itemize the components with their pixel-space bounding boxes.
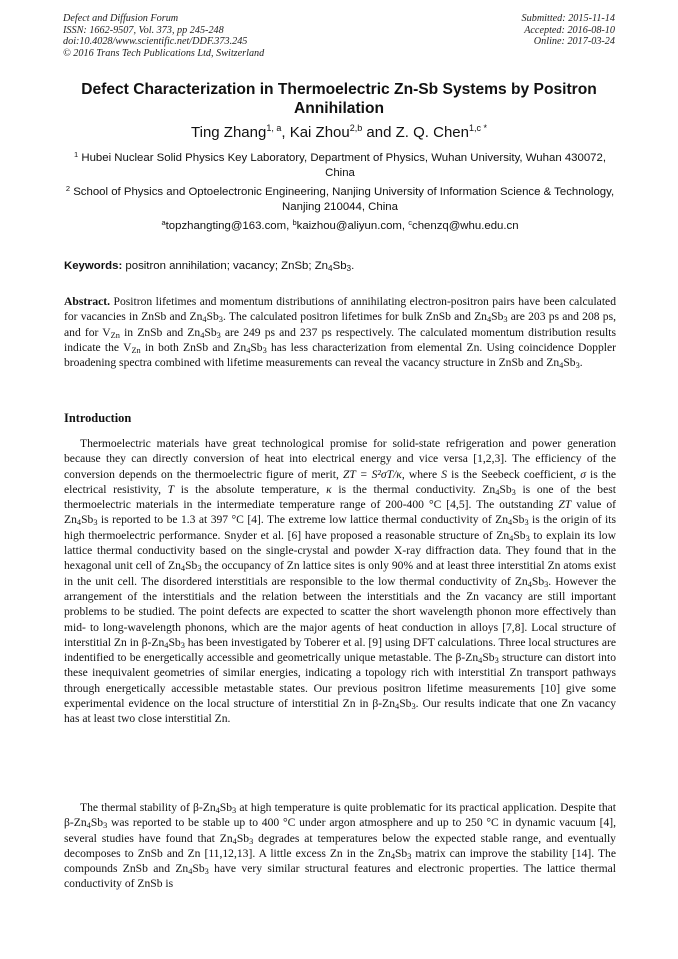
email-marker: a <box>161 218 166 227</box>
email-link[interactable]: topzhangting@163.com <box>165 220 287 232</box>
affiliation-marker: 1 <box>74 150 79 159</box>
intro-paragraph-2: The thermal stability of $\beta-Zn_4Sb_3$ at high temperature is quite problematic for its practical application. Despite that $\beta-Zn_4Sb_3$ was reported to be stable up to 400 °C under argon atmosphere and up to 250 °C in dynamic vacuum [4], several studies have found that $Zn_4Sb_3$ degrades at temperatures below the expected stable range, and eventually decomposes to ZnSb and Zn [11,12,13]. A little excess Zn in the $Zn_4Sb_3$ matrix can improve the stability [14]. The compounds ZnSb and $Zn_4Sb_3$ have very similar structural features and electronic properties. The lattice thermal conductivity of ZnSb is <box>64 801 616 891</box>
author-separator: and <box>362 124 396 141</box>
doi-line: doi:10.4028/www.scientific.net/DDF.373.245 <box>63 36 248 48</box>
author-name: Ting Zhang <box>191 124 267 141</box>
keywords-text: positron annihilation; vacancy; ZnSb; Zn <box>125 260 329 272</box>
email-list: $^a$topzhangting@163.com, $^b$kaizhou@aliyun.com, $^c$chenzq@whu.edu.cn <box>161 218 519 232</box>
abstract: Abstract. Positron lifetimes and momentum distributions of annihilating electron-positron pairs have been calculated for vacancies in ZnSb and $Zn_4Sb_3$. The calculated positron lifetimes for bulk ZnSb and $Zn_4Sb_3$ are 203 ps and 208 ps, and for $V_{Zn}$ in ZnSb and $Zn_4Sb_3$ are 249 ps and 237 ps respectively. The calculated momentum distribution results indicate the $V_{Zn}$ in both ZnSb and $Zn_4Sb_3$ has less characterization from elemental Zn. Using coincidence Doppler broadening spectra combined with lifetime measurements can reveal the vacancy structure in ZnSb and $Zn_4Sb_3$. <box>64 295 617 371</box>
online-date: Online: 2017-03-24 <box>533 36 615 48</box>
paper-title: Defect Characterization in Thermoelectric Zn-Sb Systems by Positron Annihilation <box>81 81 597 117</box>
email-marker: c <box>408 218 412 227</box>
submitted-date: Submitted: 2015-11-14 <box>521 13 615 24</box>
author-separator: , <box>281 124 290 141</box>
issn-line: ISSN: 1662-9507, Vol. 373, pp 245-248 <box>63 24 224 36</box>
email-marker: b <box>292 218 297 227</box>
author-superscript: 1,c * <box>468 123 487 133</box>
intro-paragraph-1: Thermoelectric materials have great technological promise for solid-state refrigeration and power generation because they can directly conversion of heat into electrical energy and vice versa [1,2,3]. The efficiency of the conversion depends on the thermoelectric figure of merit, ZT = S²σT/κ, where S is the Seebeck coefficient, σ is the electrical resistivity, T is the absolute temperature, κ is the thermal conductivity. $Zn_4Sb_3$ is one of the best thermoelectric materials in the intermediate temperature range of 200-400 °C [4,5]. The outstanding ZT value of $Zn_4Sb_3$ is reported to be 1.3 at 397 °C [4]. The extreme low lattice thermal conductivity of $Zn_4Sb_3$ is the origin of its high thermoelectric performance. Snyder et al. [6] have proposed a reasonable structure of $Zn_4Sb_3$ to explain its low lattice thermal conductivity based on the single-crystal and powder X-ray diffraction data. They found that in the hexagonal unit cell of $Zn_4Sb_3$ the occupancy of Zn lattice sites is only 90% and at least three interstitial Zn atoms exist in the unit cell. The disordered interstitials are responsible to the low thermal conductivity of $Zn_4Sb_3$. However the arrangement of the interstitials and the relation between the interstitials and the Zn vacancy are still important problems to be studied. The point defects are expected to scatter the short wavelength phonon more effectively than mid- to long-wavelength phonons, which are the major agents of heat conduction in alloys [7,8]. Local structure of interstitial Zn in $\beta-Zn_4Sb_3$ has been investigated by Toberer et al. [9] using DFT calculations. Three local structures are indentified to be energetically accessible and geometrically unique metastable. The $\beta-Zn_4Sb_3$ structure can distort into these inequivalent geometries of similar energies, indicating a topology rich with interstitial Zn transport pathways through energetically accessible metastable states. Our previous positron lifetime measurements [10] give some experimental evidence on the local structure of interstitial Zn in $\beta-Zn_4Sb_3$. Our results indicate that one Zn vacancy has at least two close interstitial Zn. <box>64 437 617 726</box>
copyright-line: © 2016 Trans Tech Publications Ltd, Switzerland <box>63 47 265 59</box>
keywords-label: Keywords: <box>64 260 123 272</box>
author-list <box>60 124 618 142</box>
author-name: Kai Zhou <box>289 124 350 141</box>
abstract-label: Abstract. <box>64 295 111 308</box>
header-left <box>63 13 264 59</box>
affiliation-text: School of Physics and Optoelectronic Engineering, Nanjing University of Information Science & Technology, Nanjing 210044, China <box>73 186 615 213</box>
header-right <box>522 13 615 48</box>
author-superscript: 2,b <box>349 123 363 133</box>
affiliation-1 <box>64 151 616 181</box>
journal-name: Defect and Diffusion Forum <box>63 13 179 24</box>
keywords: Keywords: positron annihilation; vacancy; ZnSb; $Zn_4Sb_3$. <box>64 260 355 273</box>
author-superscript: 1, a <box>266 123 282 133</box>
affiliation-2 <box>64 185 616 215</box>
email-link[interactable]: kaizhou@aliyun.com <box>296 220 402 232</box>
email-link[interactable]: chenzq@whu.edu.cn <box>412 220 519 232</box>
accepted-date: Accepted: 2016-08-10 <box>524 24 615 36</box>
section-heading-introduction: Introduction <box>64 411 132 425</box>
figure-of-merit-equation: ZT = S²σT/κ <box>342 467 402 481</box>
affiliation-text: Hubei Nuclear Solid Physics Key Laboratory, Department of Physics, Wuhan University, Wuhan 430072, China <box>81 152 606 179</box>
author-name: Z. Q. Chen <box>395 124 469 141</box>
affiliation-marker: 2 <box>65 184 71 193</box>
